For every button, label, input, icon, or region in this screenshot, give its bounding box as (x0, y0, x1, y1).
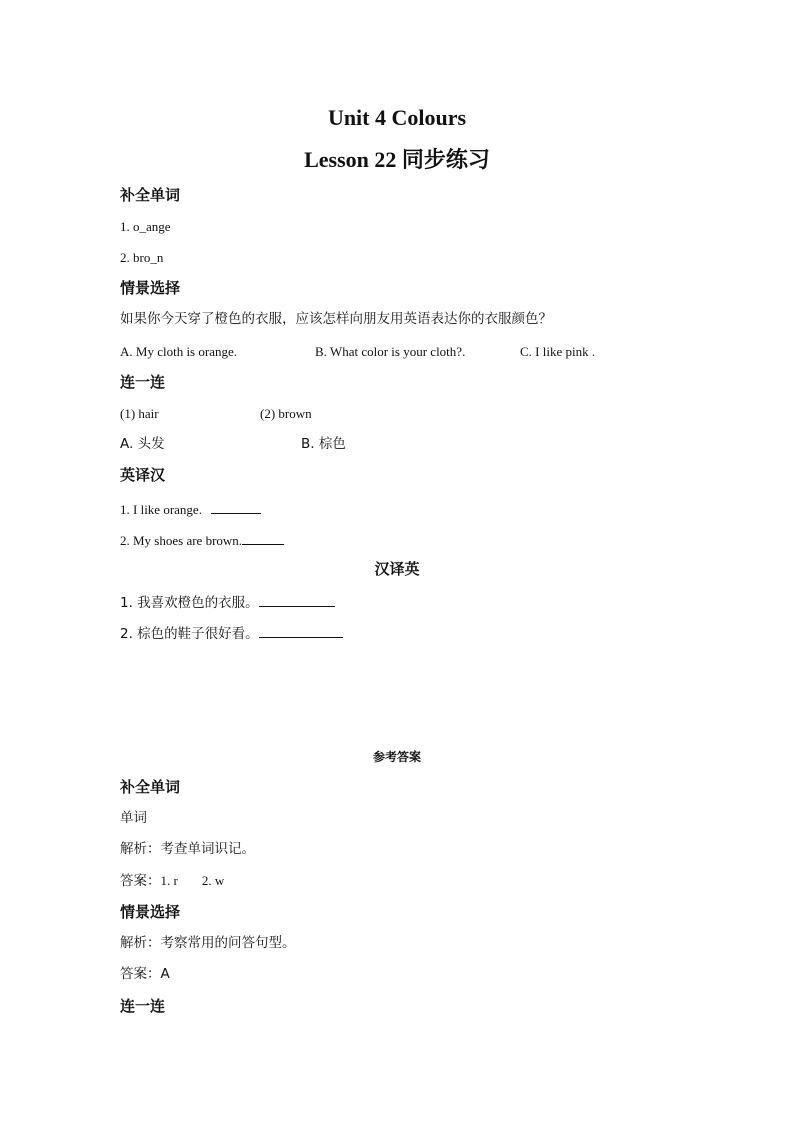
question-item (120, 594, 335, 611)
answer-value: 1. r (160, 873, 178, 888)
option-c: C. I like pink . (520, 344, 596, 359)
page-title: Unit 4 Colours (327, 105, 467, 130)
answer-blank (211, 501, 261, 514)
question-text: 2. My shoes are brown. (120, 533, 243, 548)
section-heading-fill-words: 补全单词 (120, 186, 181, 204)
answer-value: 答案：A (120, 966, 170, 982)
question-text: 1. I like orange. (120, 502, 206, 517)
match-left-item: (1) hair (120, 406, 159, 421)
section-heading-zh-to-en: 汉译英 (374, 560, 420, 578)
question-item: 1. o_ange (120, 219, 171, 234)
answer-section-heading: 情景选择 (120, 903, 181, 921)
question-item (120, 501, 261, 516)
page-subtitle: Lesson 22 同步练习 (304, 147, 490, 172)
answer-blank (259, 625, 343, 638)
answer-type: 单词 (120, 810, 147, 826)
answers-heading: 参考答案 (372, 750, 421, 764)
option-b: B. What color is your cloth?. (315, 344, 466, 359)
answer-value: 2. w (201, 873, 225, 888)
match-right-item: A. 头发 (120, 436, 165, 452)
section-heading-matching: 连一连 (120, 373, 166, 391)
answer-row (120, 874, 224, 889)
match-right-item: B. 棕色 (301, 436, 346, 452)
question-text: 1. 我喜欢橙色的衣服。 (120, 595, 259, 611)
section-heading-situational-choice: 情景选择 (120, 279, 181, 297)
option-a: A. My cloth is orange. (120, 344, 237, 359)
answer-section-heading: 补全单词 (120, 778, 181, 796)
question-item: 2. bro_n (120, 250, 164, 265)
question-text: 2. 棕色的鞋子很好看。 (120, 626, 259, 642)
answer-blank (259, 594, 335, 607)
answer-section-heading: 连一连 (120, 997, 166, 1015)
answer-label: 答案： (120, 873, 161, 889)
answer-blank (242, 532, 284, 545)
question-item (120, 532, 284, 547)
match-left-item: (2) brown (260, 406, 312, 421)
answer-analysis: 解析：考察常用的问答句型。 (120, 935, 296, 951)
question-item (120, 625, 343, 642)
section-heading-en-to-zh: 英译汉 (120, 466, 166, 484)
question-text: 如果你今天穿了橙色的衣服，应该怎样向朋友用英语表达你的衣服颜色？ (120, 311, 552, 327)
answer-analysis: 解析：考查单词识记。 (120, 841, 255, 857)
